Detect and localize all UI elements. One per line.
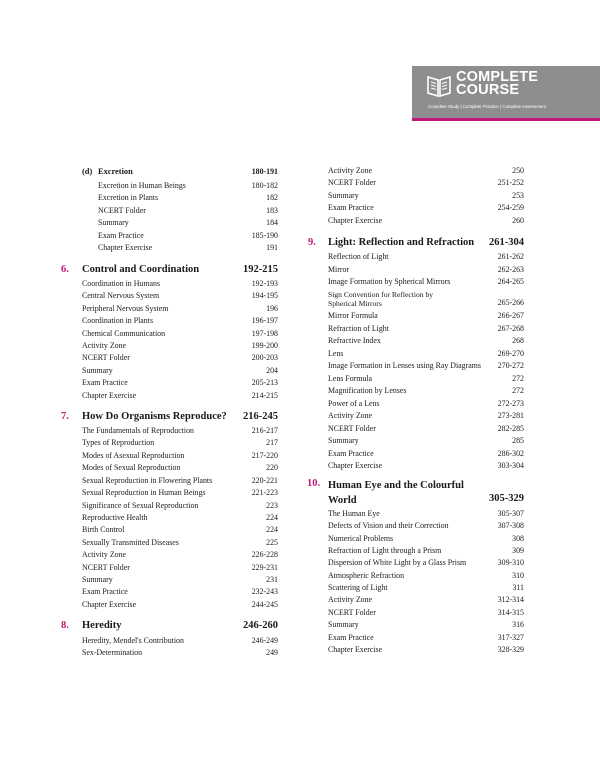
- toc-item-title: Excretion in Human Beings: [98, 181, 186, 190]
- toc-item-page: 269-270: [497, 348, 524, 358]
- toc-item-title: Exam Practice: [82, 378, 128, 388]
- chapter-title: Control and Coordination: [82, 264, 200, 275]
- toc-item-page: 180-182: [251, 181, 278, 190]
- chapter-number: 6.: [61, 264, 69, 275]
- toc-item-title: Sign Convention for Reflection by Spherical Mirrors: [328, 289, 434, 308]
- toc-item-title: Summary: [82, 365, 113, 375]
- toc-item-page: 225: [266, 537, 278, 547]
- toc-item-page: 220: [266, 463, 278, 473]
- toc-item-page: 196-197: [251, 316, 278, 326]
- toc-item-title: NCERT Folder: [82, 353, 130, 363]
- toc-item-title: Summary: [98, 218, 129, 228]
- toc-item-page: 260: [512, 215, 524, 225]
- toc-item-title: Refractive Index: [328, 336, 381, 345]
- logo-tagline: Complete Study | Complete Practice | Complete Assessment: [428, 104, 546, 109]
- toc-item-title: Activity Zone: [82, 341, 127, 350]
- chapter-pages: 305-329: [489, 493, 524, 504]
- toc-item-title: Summary: [328, 436, 359, 445]
- toc-item-page: 223: [266, 500, 278, 510]
- toc-item-page: 286-302: [497, 448, 524, 458]
- toc-item-title: Heredity, Mendel's Contribution: [82, 636, 184, 645]
- logo-line-2: COURSE: [456, 81, 520, 98]
- toc-item-page: 197-198: [251, 328, 278, 338]
- toc-item-title: Summary: [328, 620, 359, 630]
- chapter-number: 9.: [308, 237, 316, 248]
- toc-item-page: 272: [512, 373, 524, 383]
- toc-item-title: Numerical Problems: [328, 533, 394, 543]
- toc-item-page: 191: [266, 243, 278, 252]
- toc-item-page: 253: [512, 190, 524, 200]
- toc-item-page: 199-200: [251, 341, 278, 350]
- toc-item-title: NCERT Folder: [328, 178, 376, 188]
- toc-item-title: Birth Control: [82, 525, 125, 535]
- toc-item-title: Dispersion of White Light by a Glass Prism: [328, 558, 467, 568]
- section-label: (d): [82, 167, 93, 176]
- toc-item-page: 303-304: [497, 461, 524, 470]
- toc-item-page: 232-243: [251, 587, 278, 597]
- chapter-title: Heredity: [82, 620, 122, 631]
- toc-item-page: 183: [266, 205, 278, 215]
- toc-item-title: Activity Zone: [328, 595, 373, 605]
- toc-item-page: 200-203: [251, 353, 278, 363]
- toc-item-page: 312-314: [497, 595, 524, 605]
- chapter-pages: 216-245: [243, 411, 278, 422]
- toc-item-title: Peripheral Nervous System: [82, 303, 169, 313]
- toc-item-page: 217: [266, 438, 278, 448]
- banner-accent-line: [412, 118, 600, 121]
- toc-item-title: Sexually Transmitted Diseases: [82, 537, 179, 547]
- toc-item-page: 182: [266, 193, 278, 203]
- toc-item-title: Types of Reproduction: [82, 438, 155, 448]
- toc-item-page: 220-221: [251, 475, 278, 485]
- section-pages: 180-191: [251, 167, 278, 176]
- toc-item-title: Summary: [82, 575, 113, 585]
- toc-item-page: 266-267: [497, 311, 524, 320]
- toc-item-page: 244-245: [251, 599, 278, 609]
- toc-item-title: Refraction of Light through a Prism: [328, 546, 442, 556]
- open-book-icon: [426, 73, 452, 99]
- toc-item-title: Exam Practice: [82, 587, 128, 597]
- chapter-pages: 192-215: [243, 264, 278, 275]
- toc-item-page: 249: [266, 648, 278, 658]
- toc-item-title: Activity Zone: [328, 166, 373, 175]
- toc-item-page: 261-262: [497, 252, 524, 261]
- toc-item-page: 316: [512, 620, 524, 630]
- toc-item-title: Magnification by Lenses: [328, 386, 407, 395]
- toc-item-page: 262-263: [497, 264, 524, 274]
- logo-line-1: COMPLETE: [456, 69, 539, 85]
- chapter-pages: 261-304: [489, 237, 524, 248]
- toc-item-page: 254-259: [497, 203, 524, 213]
- chapter-number: 8.: [61, 620, 69, 631]
- chapter-number: 7.: [61, 411, 69, 422]
- toc-item-page: 282-285: [497, 423, 524, 433]
- toc-item-page: 224: [266, 525, 278, 535]
- toc-item-title: NCERT Folder: [98, 205, 146, 215]
- toc-item-title: Lens: [328, 348, 344, 358]
- toc-item-title: Scattering of Light: [328, 583, 388, 593]
- toc-item-page: 204: [266, 365, 278, 375]
- toc-item-title: Exam Practice: [328, 632, 374, 642]
- toc-item-page: 216-217: [251, 426, 278, 435]
- toc-item-page: 214-215: [251, 390, 278, 400]
- toc-item-title: Chapter Exercise: [82, 599, 137, 609]
- toc-item-page: 251-252: [497, 178, 524, 188]
- toc-item-title: Coordination in Plants: [82, 316, 154, 326]
- toc-item-title: Chapter Exercise: [328, 461, 383, 470]
- toc-item-page: 246-249: [251, 636, 278, 645]
- toc-item-page: 317-327: [497, 632, 524, 642]
- toc-item-page: 185-190: [251, 230, 278, 240]
- toc-item-title: Mirror: [328, 264, 350, 274]
- toc-item-page: 311: [512, 583, 524, 593]
- toc-item-page: 265-266: [497, 297, 524, 307]
- toc-item-title: Central Nervous System: [82, 291, 160, 301]
- toc-item-page: 231: [266, 575, 278, 585]
- chapter-title: How Do Organisms Reproduce?: [82, 411, 227, 422]
- toc-item-page: 267-268: [497, 323, 524, 333]
- logo-wordmark: [456, 71, 538, 96]
- toc-item-page: 196: [266, 303, 278, 313]
- toc-item-title: Sex-Determination: [82, 648, 143, 658]
- toc-item-title: Activity Zone: [82, 550, 127, 560]
- toc-item-title: Image Formation in Lenses using Ray Diagrams: [328, 361, 481, 370]
- toc-item-page: 285: [512, 436, 524, 445]
- toc-item-page: 194-195: [251, 291, 278, 301]
- toc-item-title: Significance of Sexual Reproduction: [82, 500, 199, 510]
- toc-item-page: 226-228: [251, 550, 278, 560]
- toc-item-page: 272: [512, 386, 524, 395]
- toc-item-page: 224: [266, 512, 278, 522]
- toc-item-title: Lens Formula: [328, 373, 373, 383]
- toc-item-title: The Human Eye: [328, 509, 380, 518]
- toc-item-title: Mirror Formula: [328, 311, 378, 320]
- toc-item-title: Sexual Reproduction in Human Beings: [82, 488, 206, 498]
- toc-item-title: Coordination in Humans: [82, 279, 161, 288]
- toc-item-title: Modes of Sexual Reproduction: [82, 463, 181, 473]
- toc-item-title: Exam Practice: [328, 203, 374, 213]
- chapter-title: Human Eye and the Colourful World: [328, 480, 464, 506]
- toc-item-title: Summary: [328, 190, 359, 200]
- toc-item-page: 264-265: [497, 277, 524, 286]
- toc-item-page: 268: [512, 336, 524, 345]
- toc-item-title: Power of a Lens: [328, 398, 380, 408]
- toc-item-title: Excretion in Plants: [98, 193, 159, 203]
- toc-item-page: 192-193: [251, 279, 278, 288]
- toc-item-title: Reflection of Light: [328, 252, 389, 261]
- toc-item-title: The Fundamentals of Reproduction: [82, 426, 194, 435]
- toc-item-page: 229-231: [251, 562, 278, 572]
- toc-item-title: Reproductive Health: [82, 512, 148, 522]
- toc-item-title: Image Formation by Spherical Mirrors: [328, 277, 451, 286]
- section-title: Excretion: [98, 167, 133, 176]
- toc-item-page: 205-213: [251, 378, 278, 388]
- toc-item-page: 310: [512, 570, 524, 580]
- toc-item-title: Exam Practice: [328, 448, 374, 458]
- chapter-pages: 246-260: [243, 620, 278, 631]
- toc-item-title: NCERT Folder: [328, 607, 376, 617]
- toc-item-title: Chapter Exercise: [82, 390, 137, 400]
- toc-item-page: 221-223: [251, 488, 278, 498]
- toc-item-page: 307-308: [497, 521, 524, 531]
- chapter-number: 10.: [307, 478, 321, 489]
- toc-item-title: Modes of Asexual Reproduction: [82, 450, 185, 460]
- toc-item-page: 309-310: [497, 558, 524, 568]
- toc-item-title: Chemical Communication: [82, 328, 166, 338]
- toc-item-page: 273-281: [497, 411, 524, 420]
- toc-item-page: 328-329: [497, 644, 524, 654]
- chapter-title: Light: Reflection and Refraction: [328, 237, 475, 248]
- toc-item-title: Chapter Exercise: [98, 243, 153, 252]
- toc-item-title: Sexual Reproduction in Flowering Plants: [82, 475, 213, 485]
- toc-item-page: 250: [512, 166, 524, 175]
- toc-item-title: Atmospheric Refraction: [328, 570, 405, 580]
- toc-item-title: Activity Zone: [328, 411, 373, 420]
- toc-item-page: 308: [512, 533, 524, 543]
- toc-item-page: 270-272: [497, 361, 524, 370]
- toc-item-title: Exam Practice: [98, 230, 144, 240]
- toc-item-page: 309: [512, 546, 524, 556]
- toc-item-title: Chapter Exercise: [328, 644, 383, 654]
- toc-item-page: 272-273: [497, 398, 524, 408]
- toc-item-page: 217-220: [251, 450, 278, 460]
- toc-item-page: 314-315: [497, 607, 524, 617]
- toc-item-title: Refraction of Light: [328, 323, 389, 333]
- toc-item-page: 305-307: [497, 509, 524, 518]
- toc-item-title: NCERT Folder: [328, 423, 376, 433]
- toc-item-title: NCERT Folder: [82, 562, 130, 572]
- toc-item-title: Defects of Vision and their Correction: [328, 521, 449, 531]
- toc-item-page: 184: [266, 218, 278, 228]
- toc-item-title: Chapter Exercise: [328, 215, 383, 225]
